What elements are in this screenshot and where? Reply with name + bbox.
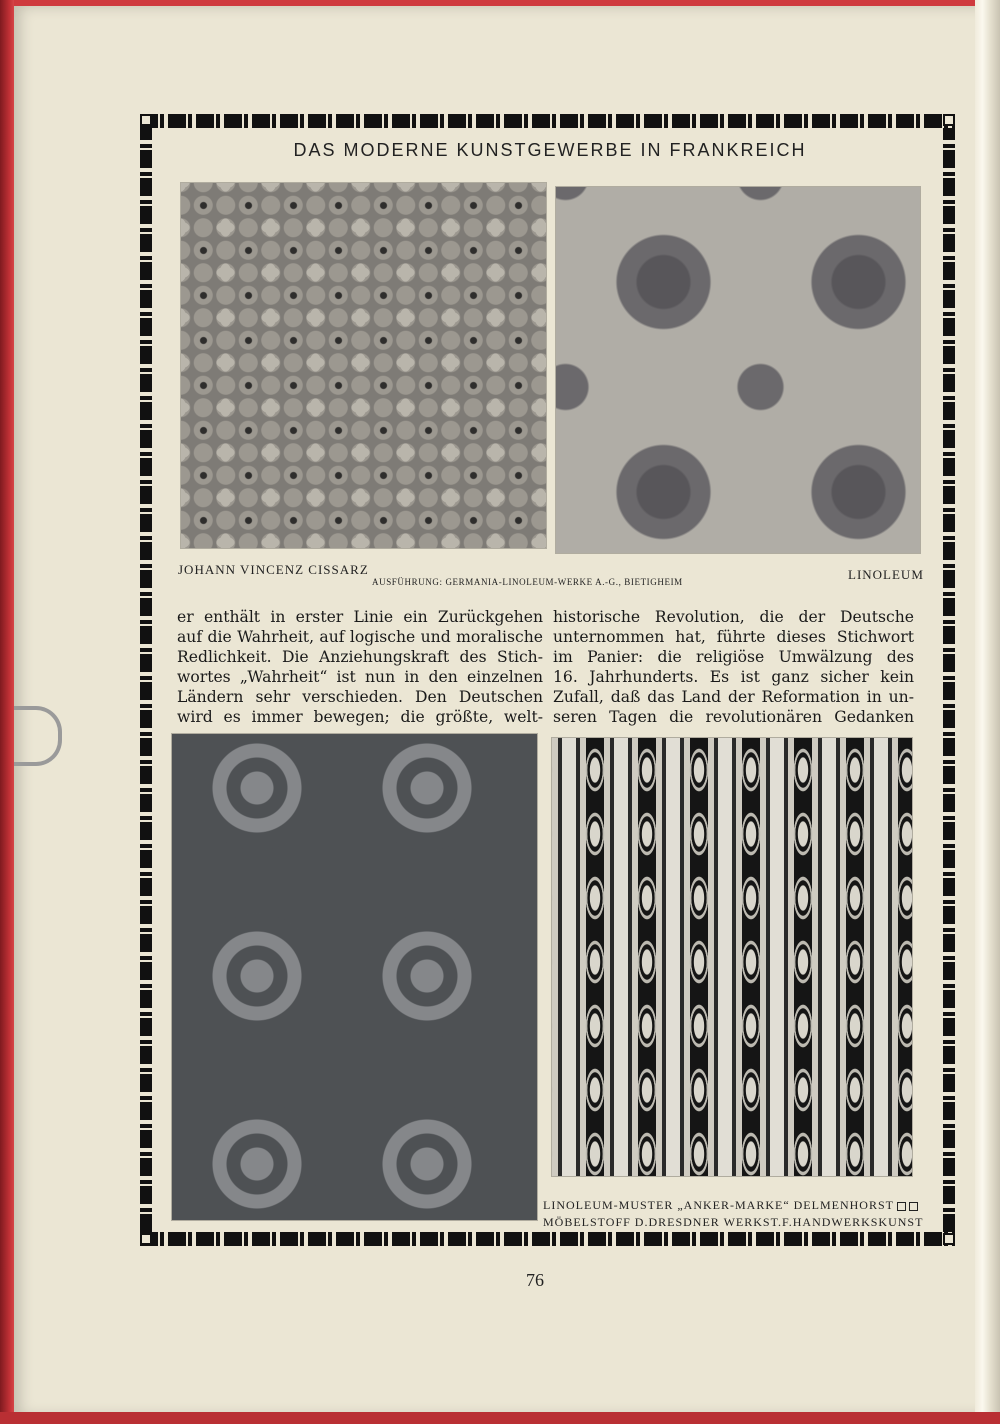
page-number: 76 [526,1270,544,1290]
square-ornament-icon [909,1202,918,1211]
text-line: unternommen hat, führte dieses Stichwort [553,628,914,646]
ornamental-border-right [943,128,955,1232]
furniture-fabric-photo [552,738,912,1176]
caption-text: LINOLEUM-MUSTER „ANKER-MARKE“ DELMENHORST [543,1198,894,1212]
book-cover-bottom [0,1412,1000,1424]
text-line: wird es immer bewegen; die größte, welt- [177,708,543,726]
text-line: auf die Wahrheit, auf logische und moralische [177,628,543,646]
text-line: seren Tagen die revolutionären Gedanken [553,708,914,726]
text-line: 16. Jahrhunderts. Es ist ganz sicher kein [553,668,914,686]
linoleum-pattern-photo-2 [556,187,920,553]
body-text-right-column [553,607,914,727]
text-line: er enthält in erster Linie ein Zurückgehen [177,608,543,626]
ornamental-border-top [140,114,955,128]
text-line: wortes „Wahrheit“ ist nun in den einzelnen [177,668,543,686]
caption-furniture-fabric: MÖBELSTOFF D.DRESDNER WERKST.F.HANDWERKSKUNST [543,1215,924,1229]
text-line: im Panier: die religiöse Umwälzung des [553,648,914,666]
caption-linoleum-pattern [543,1198,918,1213]
border-corner [943,1233,955,1245]
page-stack-edge [975,0,1000,1424]
caption-manufacturer: AUSFÜHRUNG: GERMANIA-LINOLEUM-WERKE A.-G., BIETIGHEIM [372,577,683,587]
text-line: Redlichkeit. Die Anziehungskraft des Stich- [177,648,543,666]
border-corner [140,114,152,126]
text-line: Zufall, daß das Land der Reformation in un- [553,688,914,706]
running-head: DAS MODERNE KUNSTGEWERBE IN FRANKREICH [293,140,807,160]
caption-material: LINOLEUM [848,567,924,582]
paper-clip [14,706,62,766]
body-text-left-column [177,607,543,727]
ornamental-border-left [140,128,152,1232]
border-corner [140,1233,152,1245]
caption-artist: JOHANN VINCENZ CISSARZ [178,562,369,577]
book-cover-edge [0,0,14,1424]
border-corner [943,114,955,126]
linoleum-pattern-photo-1 [181,183,546,548]
square-ornament-icon [897,1202,906,1211]
linoleum-pattern-photo-3 [172,734,537,1220]
text-line: historische Revolution, die der Deutsche [553,608,914,626]
text-line: Ländern sehr verschieden. Den Deutschen [177,688,543,706]
ornamental-border-bottom [140,1232,955,1246]
